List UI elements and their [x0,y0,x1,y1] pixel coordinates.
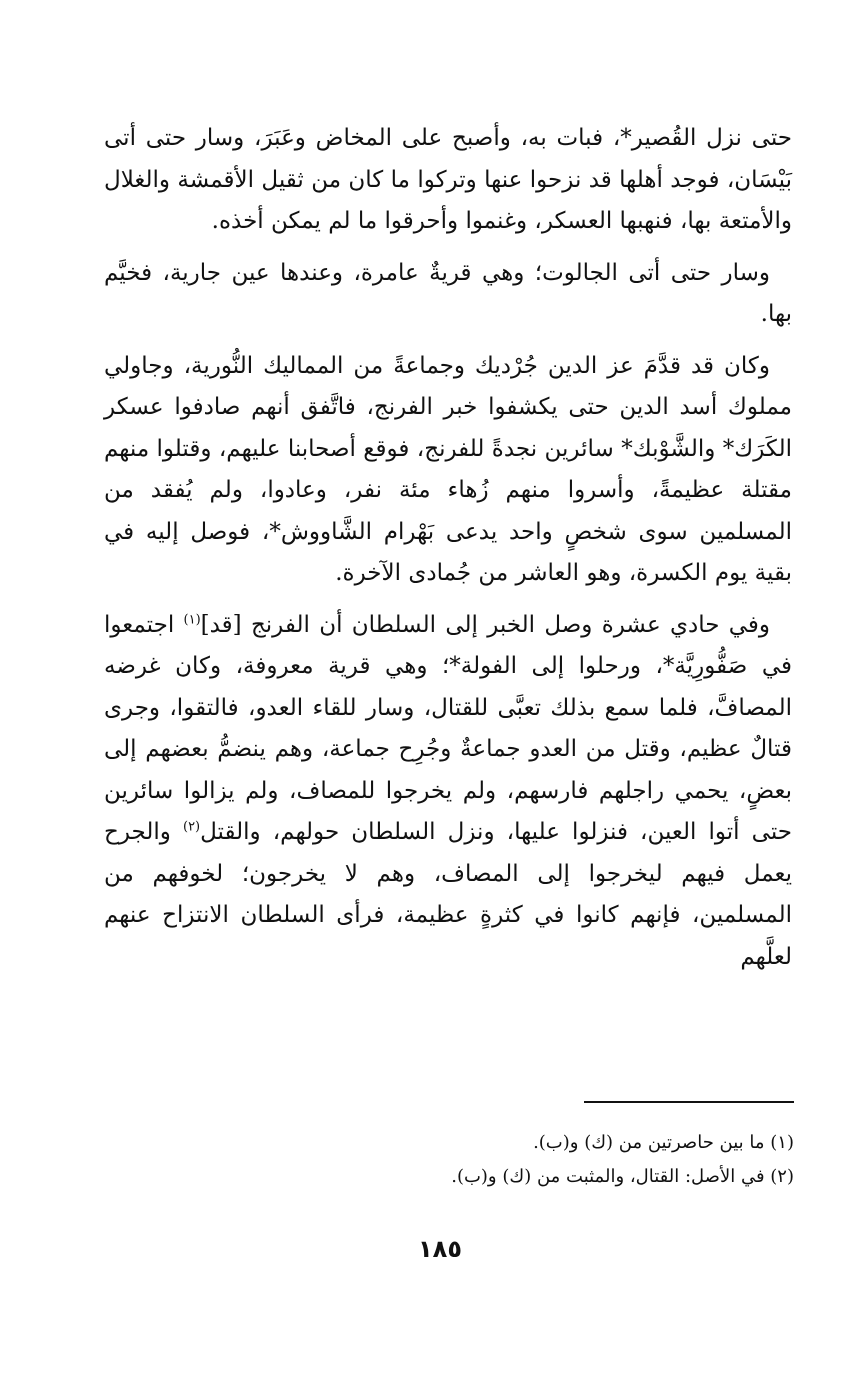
paragraph [104,118,792,243]
paragraph-text: وسار حتى أتى الجالوت؛ وهي قريةٌ عامرة، وعندها عين جارية، فخيَّم بها. [104,259,792,327]
place-marker: * [722,435,735,462]
footnote-separator [584,1101,794,1103]
paragraph-text: حتى نزل القُصير [631,125,792,151]
paragraph-text: ؛ وهي قرية معروفة، وكان غرضه المصافَّ، فلما سمع بذلك تعبَّى للقتال، وسار للقاء العدو، فالتقوا، وجرى قتالٌ عظيم، وقتل من العدو جماعةٌ وجُرِح جماعة، وهم ينضمُّ بعضهم إلى بعضٍ، يحمي راجلهم فارسهم، ولم يخرجوا للمصاف، ولم يزالوا سائرين حتى أتوا العين، فنزلوا عليها، ونزل السلطان حولهم، والقتل [104,653,792,845]
body-text [104,118,792,988]
page-number: ١٨٥ [418,1235,462,1263]
footnote-reference: (١) [183,611,201,627]
paragraph-text: سائرين نجدةً للفرنج، فوقع أصحابنا عليهم، وقتلوا منهم مقتلة عظيمةً، وأسروا منهم زُهاء مئة نفر، وعادوا، ولم يُفقد من المسلمين سوى شخصٍ واحد يدعى بَهْرام الشَّاووش [104,435,793,545]
paragraph [104,253,792,336]
paragraph-text: والجرح يعمل فيهم ليخرجوا إلى المصاف، وهم لا يخرجون؛ لخوفهم من المسلمين، فإنهم كانوا في كثرةٍ عظيمة، فرأى السلطان الانتزاح عنهم لعلَّهم [104,819,792,970]
footnote-2: (٢) في الأصل: القتال، والمثبت من (ك) و(ب). [451,1166,794,1187]
footnotes [300,1126,794,1194]
paragraph-text: اجتمعوا في صَفُّورِيَّة [104,611,792,679]
paragraph-text: ، فبات به، وأصبح على المخاض وعَبَرَ، وسار حتى أتى بَيْسَان، فوجد أهلها قد نزحوا عنها وتركوا ما كان من ثقيل الأقمشة والغلال والأمتعة بها، فنهبها العسكر، وغنموا وأحرقوا ما لم يمكن أخذه. [104,125,792,234]
place-marker: * [620,125,632,151]
paragraph [104,605,792,979]
paragraph-text: وفي حادي عشرة وصل الخبر إلى السلطان أن الفرنج [قد] [200,611,770,638]
place-marker: * [621,435,633,462]
place-marker: * [662,653,675,679]
paragraph-text: ، ورحلوا إلى الفولة [460,653,663,679]
paragraph-text: والشَّوْبك [632,435,723,462]
footnote-reference: (٢) [182,819,201,835]
paragraph [104,346,792,595]
place-marker: * [449,653,461,679]
paragraph-text: وكان قد قدَّمَ عز الدين جُرْديك وجماعةً من المماليك النُّورية، وجاولي مملوك أسد الدين حتى يكشفوا خبر الفرنج، فاتَّفق أنهم صادفوا عسكر الكَرَك [104,352,792,462]
footnote-1: (١) ما بين حاصرتين من (ك) و(ب). [533,1132,794,1153]
paragraph-text: ، فوصل إليه في بقية يوم الكسرة، وهو العاشر من جُمادى الآخرة. [104,518,792,586]
place-marker: * [269,518,281,545]
